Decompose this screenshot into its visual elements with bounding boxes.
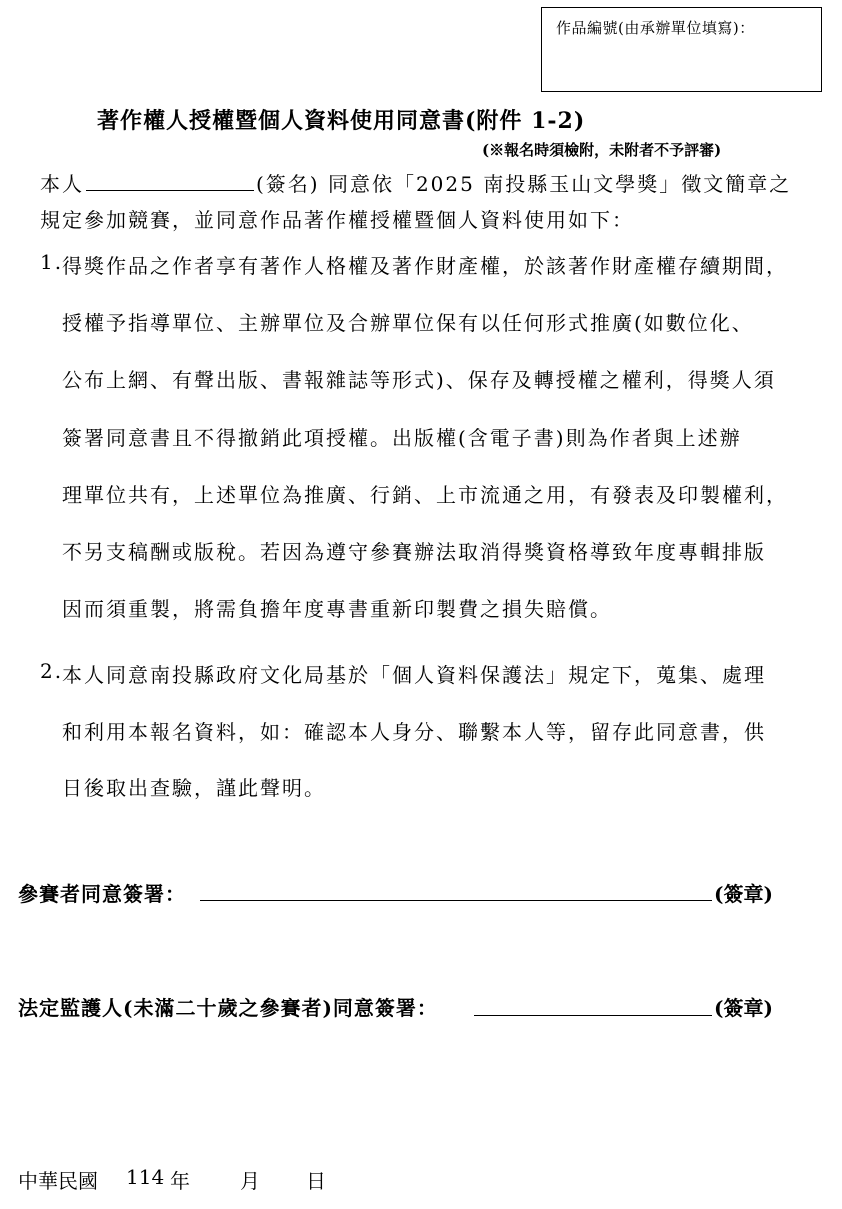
guardian-seal-label: (簽章) [714, 996, 773, 1020]
clause-1-number: 1. [40, 250, 64, 274]
clause-2-line: 和利用本報名資料，如：確認本人身分、聯繫本人等，留存此同意書，供 [62, 720, 766, 744]
clause-1-line: 得獎作品之作者享有著作人格權及著作財產權，於該著作財產權存續期間， [62, 254, 788, 278]
clause-2-number: 2. [40, 659, 64, 683]
participant-signature-label: 參賽者同意簽署： [18, 882, 186, 906]
clause-1-line: 因而須重製，將需負擔年度專書重新印製費之損失賠償。 [62, 597, 612, 621]
document-title: 著作權人授權暨個人資料使用同意書(附件 1-2) [97, 108, 586, 134]
submission-note: (※報名時須檢附，未附者不予評審) [482, 141, 722, 159]
clause-1-line: 授權予指導單位、主辦單位及合辦單位保有以任何形式推廣(如數位化、 [62, 311, 754, 335]
clause-1-line: 公布上網、有聲出版、書報雜誌等形式)、保存及轉授權之權利，得獎人須 [62, 368, 776, 392]
date-year: 114 [126, 1165, 165, 1189]
intro-prefix: 本人 [40, 172, 84, 196]
date-year-unit: 年 [170, 1169, 190, 1193]
date-month-unit: 月 [240, 1169, 260, 1193]
participant-signature-line[interactable] [200, 900, 712, 901]
work-id-label: 作品編號(由承辦單位填寫)： [556, 19, 755, 37]
date-day-unit: 日 [306, 1169, 326, 1193]
clause-1-line: 理單位共有，上述單位為推廣、行銷、上市流通之用，有發表及印製權利， [62, 483, 788, 507]
guardian-signature-line[interactable] [474, 1015, 712, 1016]
clause-1-line: 簽署同意書且不得撤銷此項授權。出版權(含電子書)則為作者與上述辦 [62, 426, 742, 450]
guardian-signature-label: 法定監護人(未滿二十歲之參賽者)同意簽署： [18, 996, 438, 1020]
participant-seal-label: (簽章) [714, 882, 773, 906]
intro-suffix: (簽名) 同意依「2025 南投縣玉山文學獎」徵文簡章之 [256, 172, 792, 196]
clause-2-line: 日後取出查驗，謹此聲明。 [62, 776, 326, 800]
clause-1-line: 不另支稿酬或版稅。若因為遵守參賽辦法取消得獎資格導致年度專輯排版 [62, 540, 766, 564]
signature-name-blank[interactable] [86, 172, 254, 191]
intro-line-2: 規定參加競賽，並同意作品著作權授權暨個人資料使用如下： [40, 208, 634, 232]
intro-line-1 [40, 168, 791, 197]
clause-2-line: 本人同意南投縣政府文化局基於「個人資料保護法」規定下，蒐集、處理 [62, 663, 766, 687]
date-era: 中華民國 [18, 1169, 98, 1193]
work-id-box [541, 7, 822, 92]
